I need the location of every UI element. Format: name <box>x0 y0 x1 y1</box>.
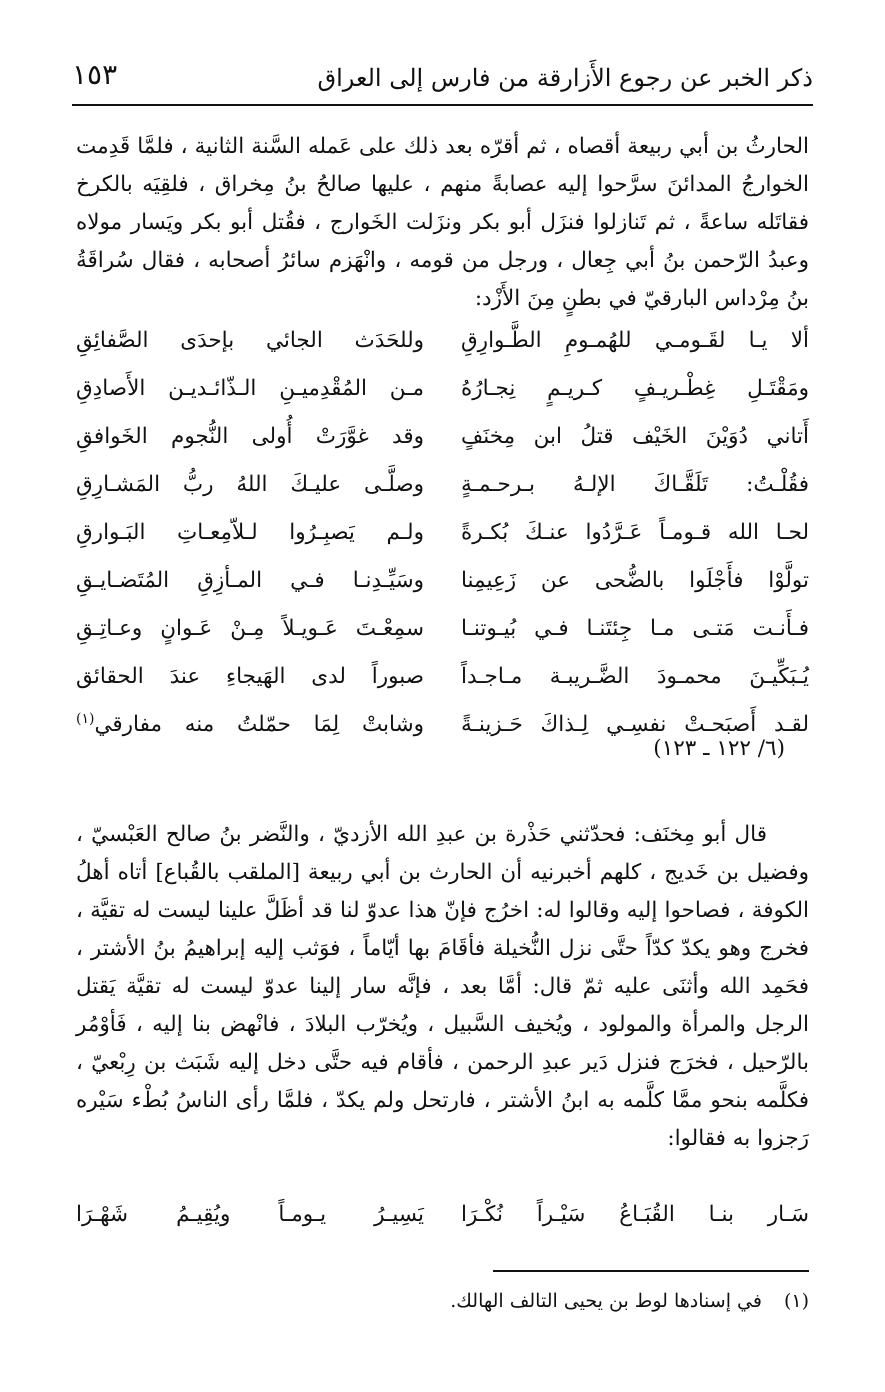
verse-2 <box>76 368 809 416</box>
verse-9-second-hemistich <box>76 712 424 737</box>
verse-2-second-hemistich: مـن المُقْدِميـنِ الـذّائـديـن الأَصادِقِ <box>76 376 424 401</box>
paragraph-1-text: الحارثُ بن أبي ربيعة أقصاه ، ثم أقرّه بعد ذلك على عَمله السَّنة الثانية ، فلمَّا قَدِمت الخوارجُ المدائنَ سرَّحوا إليه عصابةً منهم ، عليها صالحُ بنُ مِخراق ، فلقِيَه بالكرخ فقاتَله ساعةً ، ثم تَنازلوا فنزَل أبو بكر ونزَلت الخَوارج ، فقُتل أبو بكر ويَسار مولاه وعبدُ الرّحمن بنُ أبي جِعال ، ورجل من قومه ، وانْهَزم سائرُ أصحابه ، فقال سُراقَةُ بنُ مِرْداس البارقيّ في بطنٍ مِنَ الأَزْد: <box>76 134 809 311</box>
rajaz-second-hemistich: يَسِيـرُ يـومـاً ويُقِيـمُ شَهْـرَا <box>76 1202 424 1227</box>
rajaz-first-hemistich: سَـار بنـا القُبَـاعُ سَيْـراً نُكْـرَا <box>461 1202 809 1227</box>
verse-5-first-hemistich: لحـا الله قـومـاً عَـرَّدُوا عنـكَ بُكـرةً <box>461 520 809 545</box>
verse-2-first-hemistich: ومَقْتَـلِ غِطْـريـفٍ كـريـمٍ نِجـارُهُ <box>461 376 809 401</box>
page-number: ١٥٣ <box>72 58 118 91</box>
verse-3-first-hemistich: أَتاني دُوَيْنَ الخَيْف قتلُ ابن مِخنَفٍ <box>461 424 809 449</box>
verse-6-first-hemistich: تولَّوْا فأَجْلَوا بالضُّحى عن زَعِيمِنا <box>461 568 809 593</box>
verse-9-first-hemistich: لقـد أَصبَحـتْ نفسِـي لِـذاكَ حَـزينـةً <box>461 712 809 737</box>
rajaz-verse <box>76 1202 809 1242</box>
page-header <box>72 56 813 104</box>
verse-7 <box>76 608 809 656</box>
footnote-text: في إسنادها لوط بن يحيى التالف الهالك. <box>450 1290 762 1312</box>
footnote-marker: (١) <box>76 710 95 727</box>
verse-5 <box>76 512 809 560</box>
verse-8-first-hemistich: يُـبَكِّيـنَ محمـودَ الضَّـريبـة مـاجـداً <box>461 664 809 689</box>
verse-3 <box>76 416 809 464</box>
verse-4-second-hemistich: وصلَّـى عليـكَ اللهُ ربُّ المَشـارِقِ <box>76 472 424 497</box>
verse-5-second-hemistich: ولـم يَصبِـرُوا لـلاّمِعـاتِ البَـوارقِ <box>76 520 424 545</box>
footnote <box>450 1290 809 1312</box>
verse-1-first-hemistich: ألا يـا لقَـومـي للهُمـومِ الطَّـوارِقِ <box>461 328 809 353</box>
verse-4 <box>76 464 809 512</box>
verse-9-second-hemistich-text: وشابتْ لِمَا حمّلتُ منه مفارقي <box>94 712 424 737</box>
paragraph-1 <box>76 128 809 318</box>
verse-4-first-hemistich: فقُلْـتُ: تَلَقَّـاكَ الإلـهُ بـرحـمـةٍ <box>461 472 809 497</box>
paragraph-2-text: قال أبو مِخنَف: فحدّثني حَذْرة بن عبدِ الله الأزديّ ، والنَّضر بنُ صالح العَبْسيّ ، وفضيل بن خَديج ، كلهم أخبرنيه أن الحارث بن أبي ربيعة [الملقب بالقُباع] أتاه أهلُ الكوفة ، فصاحوا إليه وقالوا له: اخرُج فإنّ هذا عدوّ لنا قد أظَلَّ علينا ليست له تقيَّة ، فخرج وهو يكدّ كدّاً حتَّى نزل النُّخيلة فأقَامَ بها أيّاماً ، فوَثب إليه إبراهيمُ بنُ الأشتر ، فحَمِد الله وأثنَى عليه ثمّ قال: أمَّا بعد ، فإنَّه سار إلينا عدوّ ليست له تقيَّة يَقتل الرجل والمرأة والمولود ، ويُخيف السَّبيل ، ويُخرّب البلادَ ، فانْهض بنا إليه ، فَأوْمُر بالرّحيل ، فخرَج فنزل دَير عبدِ الرحمن ، فأقام فيه حتَّى دخل إليه شَبَث بن رِبْعيّ ، فكلَّمه بنحو ممَّا كلَّمه به ابنُ الأشتر ، فارتحل ولم يكدّ ، فلمَّا رأى الناسُ بُطْء سَيْره رَجزوا به فقالوا: <box>76 822 809 1151</box>
verse-3-second-hemistich: وقد غوَّرَتْ أُولى النُّجوم الخَوافقِ <box>76 424 424 449</box>
running-title: ذكر الخبر عن رجوع الأَزارقة من فارس إلى العراق <box>317 64 813 92</box>
verse-6 <box>76 560 809 608</box>
footnote-number: (١) <box>783 1290 809 1312</box>
verse-7-second-hemistich: سمِعْـتَ عَـويـلاً مِـنْ عَـوانٍ وعـاتِـقِ <box>76 616 424 641</box>
poem <box>76 320 809 752</box>
footnote-rule <box>493 1270 809 1272</box>
verse-8 <box>76 656 809 704</box>
header-rule <box>72 104 813 106</box>
verse-7-first-hemistich: فـأَنـت مَتـى مـا جِئتَنـا فـي بُيـوتنـا <box>461 616 809 641</box>
verse-1-second-hemistich: وللحَدَث الجائي بإحدَى الصَّفائِقِ <box>76 328 424 353</box>
paragraph-2 <box>76 816 809 1158</box>
verse-8-second-hemistich: صبوراً لدى الهَيجاءِ عندَ الحقائق <box>76 664 424 689</box>
verse-1 <box>76 320 809 368</box>
verse-6-second-hemistich: وسَيِّـدِنـا فـي المـأزِقِ المُتَضـايـقِ <box>76 568 424 593</box>
source-reference: (٦/ ١٢٢ ـ ١٢٣) <box>653 736 785 761</box>
